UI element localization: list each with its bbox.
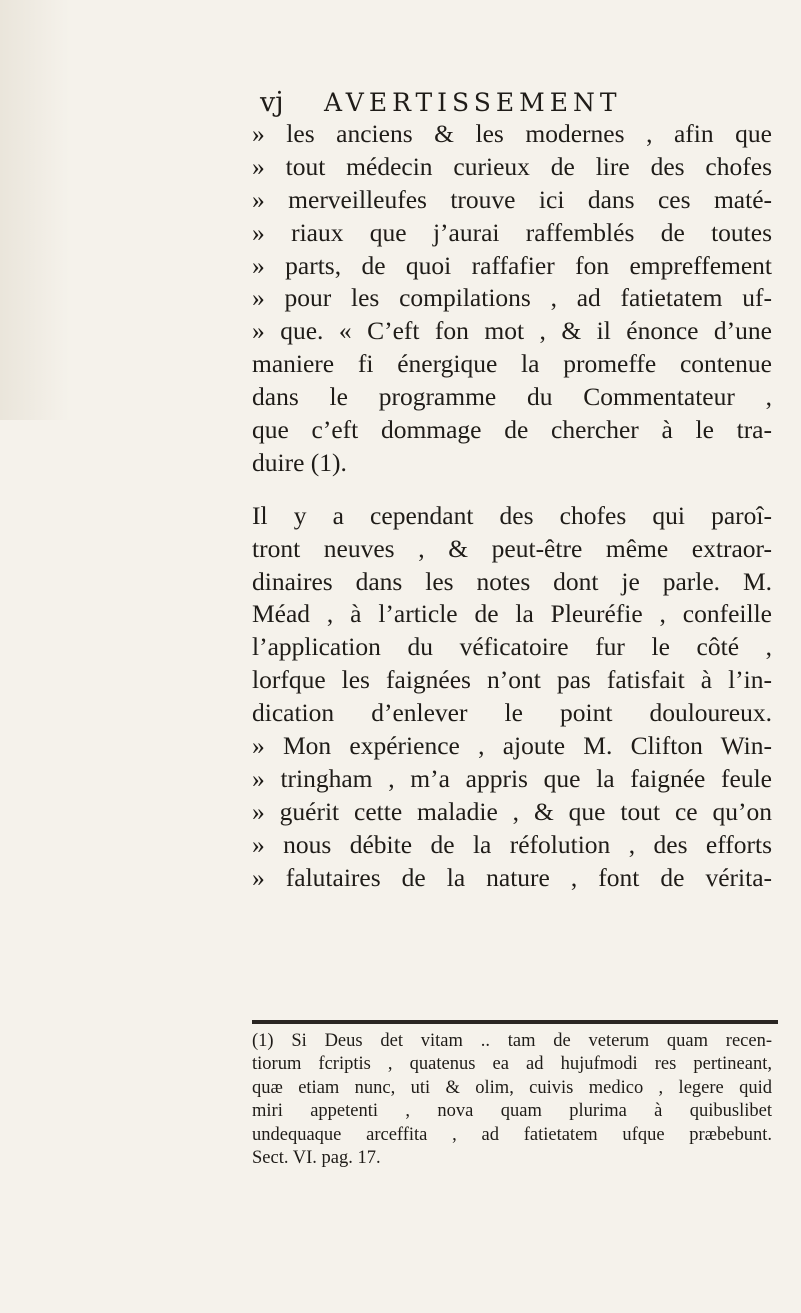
text-line: duire (1). (252, 447, 347, 477)
text-line: » que. « C’eft fon mot , & il énonce d’une (252, 316, 772, 346)
text-line: » riaux que j’aurai raffemblés de toutes (252, 217, 772, 247)
page-number: vj (260, 87, 284, 118)
paragraph-gap (252, 480, 772, 500)
text-line: » Mon expérience , ajoute M. Clifton Win- (252, 731, 772, 761)
text-line: » falutaires de la nature , font de vérita- (252, 862, 772, 892)
text-line: tront neuves , & peut-être même extraor- (252, 533, 772, 563)
running-head: AVERTISSEMENT (324, 88, 622, 117)
text-line: » parts, de quoi raffafier fon empreffement (252, 250, 772, 280)
text-line: l’application du véficatoire fur le côté , (252, 632, 772, 662)
text-line: » merveilleufes trouve ici dans ces maté- (252, 184, 772, 214)
text-line: dinaires dans les notes dont je parle. M. (252, 566, 772, 596)
text-line: » nous débite de la réfolution , des efforts (252, 829, 772, 859)
text-line: dans le programme du Commentateur , (252, 382, 772, 412)
text-line: » tout médecin curieux de lire des chofes (252, 151, 772, 181)
text-line: » les anciens & les modernes , afin que (252, 119, 772, 148)
text-line: » pour les compilations , ad fatietatem uf- (252, 283, 772, 313)
page-header (260, 86, 680, 120)
text-line: lorfque les faignées n’ont pas fatisfait à l’in- (252, 665, 772, 695)
text-line: » tringham , m’a appris que la faignée feule (252, 763, 772, 793)
text-line: Il y a cependant des chofes qui paroî- (252, 500, 772, 530)
footnote-line: quæ etiam nunc, uti & olim, cuivis medico , legere quid (252, 1077, 772, 1098)
footnote-line: undequaque arceffita , ad fatietatem ufque præbebunt. (252, 1124, 772, 1145)
footnote-line: miri appetenti , nova quam plurima à quibuslibet (252, 1101, 772, 1122)
paper-stain (0, 0, 70, 420)
text-line: dication d’enlever le point douloureux. (252, 698, 772, 728)
text-line: Méad , à l’article de la Pleuréfie , confeille (252, 599, 772, 629)
footnote-line: (1) Si Deus det vitam .. tam de veterum quam recen- (252, 1031, 772, 1051)
footnote-line: Sect. VI. pag. 17. (252, 1147, 381, 1168)
text-line: que c’eft dommage de chercher à le tra- (252, 415, 772, 445)
text-line: maniere fi énergique la promeffe contenue (252, 349, 772, 379)
footnote-line: tiorum fcriptis , quatenus ea ad hujufmodi res pertineant, (252, 1054, 772, 1075)
footnote-rule (252, 1020, 778, 1024)
footnotes (252, 1030, 772, 1170)
text-line: » guérit cette maladie , & que tout ce qu’on (252, 796, 772, 826)
body-text (252, 118, 772, 894)
